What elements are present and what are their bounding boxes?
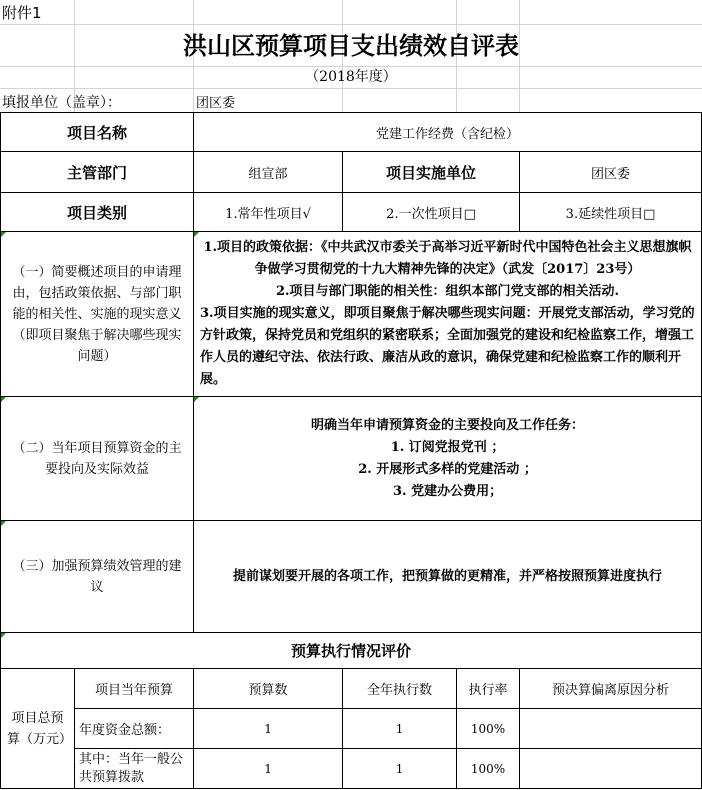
execution-rate: 100% bbox=[457, 709, 520, 749]
section-2-label: （二）当年项目预算资金的主要投向及实际效益 bbox=[1, 397, 194, 521]
evaluation-table bbox=[0, 112, 702, 789]
project-name-row bbox=[1, 113, 702, 152]
section-2-line: 2. 开展形式多样的党建活动 ； bbox=[358, 461, 537, 477]
project-name-label: 项目名称 bbox=[1, 113, 194, 152]
impl-unit-label: 项目实施单位 bbox=[343, 152, 520, 193]
deviation-reason bbox=[520, 709, 702, 749]
budget-header-cell: 全年执行数 bbox=[343, 669, 457, 709]
table-row bbox=[1, 749, 702, 789]
executed-amount: 1 bbox=[343, 749, 457, 789]
row-label: 其中：当年一般公共预算拨款 bbox=[75, 749, 194, 789]
section-1-content bbox=[194, 232, 702, 397]
section-3-row bbox=[1, 521, 702, 633]
budget-amount: 1 bbox=[194, 709, 343, 749]
section-1-line: 2.项目与部门职能的相关性：组织本部门党支部的相关活动. bbox=[275, 284, 620, 299]
comment-marker-icon bbox=[1, 633, 6, 638]
reporting-unit-label: 填报单位（盖章）： bbox=[2, 95, 121, 111]
section-1-line: 1.项目的政策依据：《中共武汉市委关于高举习近平新时代中国特色社会主义思想旗帜 争做学习贯彻党的十九大精神先锋的决定》（武发〔2017〕23号） bbox=[203, 240, 692, 277]
section-1-label: （一）简要概述项目的申请理由，包括政策依据、与部门职能的相关性、实施的现实意义（即项目聚焦于解决哪些现实问题） bbox=[1, 232, 194, 397]
gridline bbox=[0, 88, 702, 89]
impl-unit-value: 团区委 bbox=[520, 152, 702, 193]
budget-header-cell: 项目当年预算 bbox=[75, 669, 194, 709]
type-option-onetime: 2.一次性项目□ bbox=[343, 193, 520, 232]
section-1-line: 3.项目实施的现实意义，即项目聚焦于解决哪些现实问题：开展党支部活动，学习党的方针政策，保持党员和党组织的紧密联系；全面加强党的建设和纪检监察工作，增强工作人员的遵纪守法、依法行政、廉洁从政的意识，确保党建和纪检监察工作的顺利开展。 bbox=[200, 306, 695, 387]
reporting-unit-value: 团区委 bbox=[196, 96, 236, 111]
executed-amount: 1 bbox=[343, 709, 457, 749]
dept-label: 主管部门 bbox=[1, 152, 194, 193]
section-2-line: 1. 订阅党报党刊 ； bbox=[390, 439, 505, 455]
budget-amount: 1 bbox=[194, 749, 343, 789]
page-title: 洪山区预算项目支出绩效自评表 bbox=[183, 32, 519, 60]
row-label: 年度资金总额： bbox=[75, 709, 194, 749]
comment-marker-icon bbox=[1, 521, 6, 526]
section-2-content bbox=[194, 397, 702, 521]
section-2-line: 3. 党建办公费用； bbox=[392, 483, 503, 499]
type-option-continuing: 3.延续性项目□ bbox=[520, 193, 702, 232]
total-budget-label: 项目总预算（万元） bbox=[1, 669, 75, 789]
comment-marker-icon bbox=[1, 397, 6, 402]
table-row bbox=[1, 709, 702, 749]
report-year: （2018年度） bbox=[305, 69, 397, 85]
comment-marker-icon bbox=[194, 397, 199, 402]
project-type-row bbox=[1, 193, 702, 232]
comment-marker-icon bbox=[1, 232, 6, 237]
section-2-row bbox=[1, 397, 702, 521]
attachment-label: 附件1 bbox=[2, 4, 42, 22]
gridline bbox=[0, 24, 702, 25]
type-option-annual: 1.常年性项目√ bbox=[194, 193, 343, 232]
budget-header-cell: 执行率 bbox=[457, 669, 520, 709]
comment-marker-icon bbox=[194, 232, 199, 237]
section-3-label: （三）加强预算绩效管理的建议 bbox=[1, 521, 194, 633]
budget-header-cell: 预算数 bbox=[194, 669, 343, 709]
budget-section-title: 预算执行情况评价 bbox=[1, 633, 702, 669]
budget-section-title-row bbox=[1, 633, 702, 669]
section-3-content: 提前谋划要开展的各项工作，把预算做的更精准，并严格按照预算进度执行 bbox=[194, 521, 702, 633]
execution-rate: 100% bbox=[457, 749, 520, 789]
deviation-reason bbox=[520, 749, 702, 789]
project-type-label: 项目类别 bbox=[1, 193, 194, 232]
section-1-row bbox=[1, 232, 702, 397]
project-name-value: 党建工作经费（含纪检） bbox=[194, 113, 702, 152]
budget-header-row bbox=[1, 669, 702, 709]
budget-header-cell: 预决算偏离原因分析 bbox=[520, 669, 702, 709]
section-2-line: 明确当年申请预算资金的主要投向及工作任务： bbox=[311, 417, 585, 433]
department-row bbox=[1, 152, 702, 193]
dept-value: 组宣部 bbox=[194, 152, 343, 193]
